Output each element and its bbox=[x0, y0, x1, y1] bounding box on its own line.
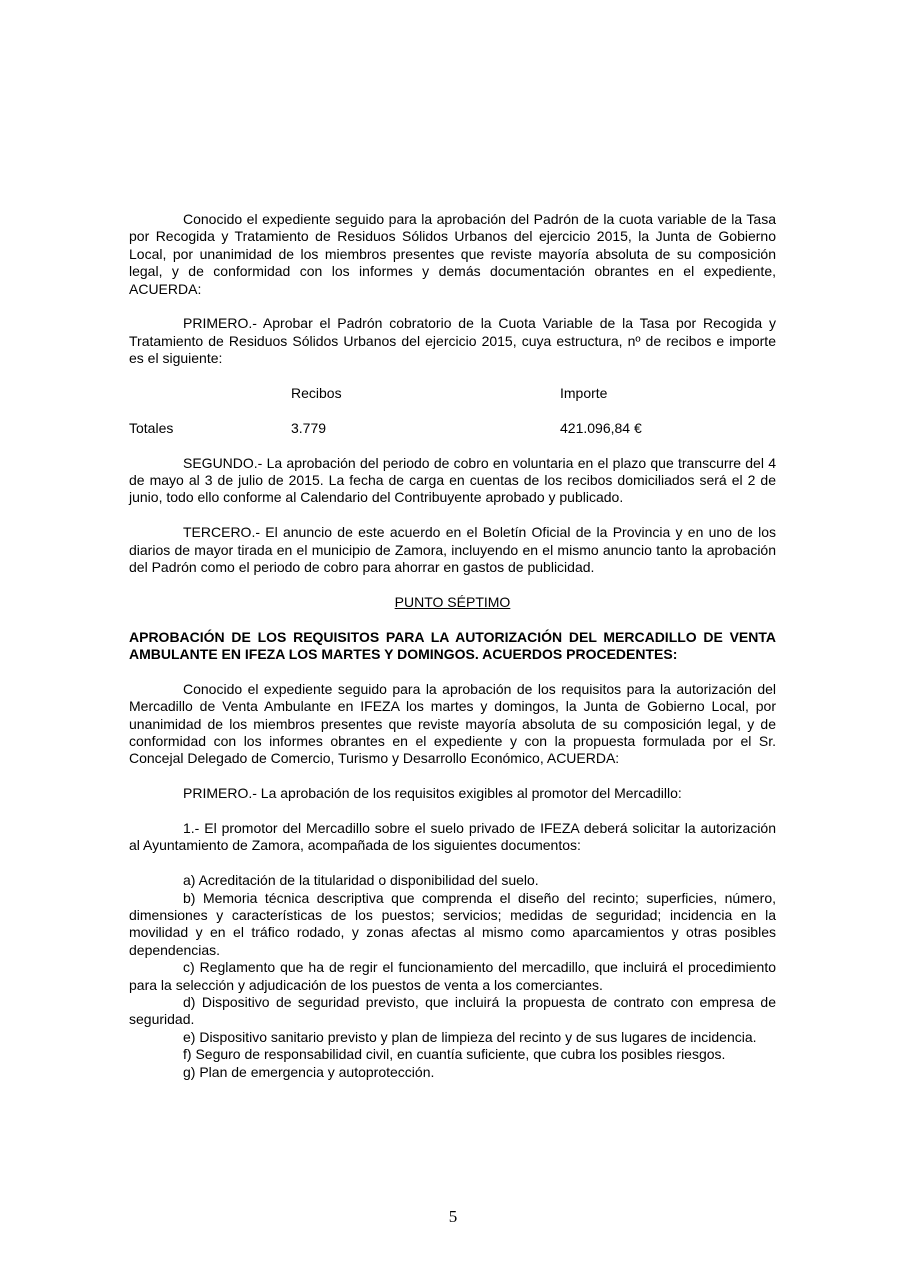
list-item: g) Plan de emergencia y autoprotección. bbox=[183, 1063, 435, 1080]
list-item: c) Reglamento que ha de regir el funcionamiento del mercadillo, que incluirá el procedimiento para la selección y adjudicación de los puestos de venta a los comerciantes. bbox=[129, 959, 776, 993]
section-intro-paragraph: Conocido el expediente seguido para la aprobación de los requisitos para la autorización del Mercadillo de Venta Ambulante en IFEZA los martes y domingos, la Junta de Gobierno Local, por unanimidad de los miembros presentes que reviste mayoría absoluta de su composición legal, y de conformidad con los informes obrantes en el expediente y con la propuesta formulada por el Sr. Concejal Delegado de Comercio, Turismo y Desarrollo Económico, ACUERDA: bbox=[129, 680, 776, 767]
table-header-recibos: Recibos bbox=[291, 385, 342, 402]
table-cell-label: Totales bbox=[129, 419, 174, 436]
page-number: 5 bbox=[448, 1207, 458, 1226]
table-row bbox=[129, 420, 776, 437]
list-item: e) Dispositivo sanitario previsto y plan de limpieza del recinto y de sus lugares de incidencia. bbox=[183, 1028, 757, 1045]
intro-paragraph: Conocido el expediente seguido para la aprobación del Padrón de la cuota variable de la Tasa por Recogida y Tratamiento de Residuos Sólidos Urbanos del ejercicio 2015, la Junta de Gobierno Local, por unanimidad de los miembros presentes que reviste mayoría absoluta de su composición legal, y de conformidad con los informes y demás documentación obrantes en el expediente, ACUERDA: bbox=[129, 211, 776, 297]
table-cell-recibos: 3.779 bbox=[291, 419, 327, 436]
table-header-importe: Importe bbox=[560, 385, 608, 402]
section-primero-paragraph: PRIMERO.- La aprobación de los requisitos exigibles al promotor del Mercadillo: bbox=[183, 785, 682, 802]
table-cell-importe: 421.096,84 € bbox=[560, 419, 642, 436]
primero-paragraph: PRIMERO.- Aprobar el Padrón cobratorio de la Cuota Variable de la Tasa por Recogida y Tratamiento de Residuos Sólidos Urbanos del ejercicio 2015, cuya estructura, nº de recibos e importe es el siguiente: bbox=[129, 315, 776, 367]
list-item: f) Seguro de responsabilidad civil, en cuantía suficiente, que cubra los posibles riesgos. bbox=[183, 1046, 726, 1063]
table-header-row bbox=[129, 385, 776, 402]
list-item: b) Memoria técnica descriptiva que comprenda el diseño del recinto; superficies, número, dimensiones y características de los puestos; servicios; medidas de seguridad; incidencia en la movilidad y en el tráfico rodado, y zonas afectas al mismo como aparcamientos y otras posibles dependencias. bbox=[129, 889, 776, 958]
section-title: APROBACIÓN DE LOS REQUISITOS PARA LA AUTORIZACIÓN DEL MERCADILLO DE VENTA AMBULANTE EN IFEZA LOS MARTES Y DOMINGOS. ACUERDOS PROCEDENTES: bbox=[129, 628, 776, 663]
segundo-paragraph: SEGUNDO.- La aprobación del periodo de cobro en voluntaria en el plazo que transcurre del 4 de mayo al 3 de julio de 2015. La fecha de carga en cuentas de los recibos domiciliados será el 2 de junio, todo ello conforme al Calendario del Contribuyente aprobado y publicado. bbox=[129, 454, 776, 506]
section-heading: PUNTO SÉPTIMO bbox=[394, 593, 511, 610]
list-item: d) Dispositivo de seguridad previsto, que incluirá la propuesta de contrato con empresa de seguridad. bbox=[129, 994, 776, 1028]
tercero-paragraph: TERCERO.- El anuncio de este acuerdo en el Boletín Oficial de la Provincia y en uno de los diarios de mayor tirada en el municipio de Zamora, incluyendo en el mismo anuncio tanto la aprobación del Padrón como el periodo de cobro para ahorrar en gastos de publicidad. bbox=[129, 524, 776, 576]
document-body bbox=[129, 211, 776, 1081]
list-item: a) Acreditación de la titularidad o disponibilidad del suelo. bbox=[183, 872, 539, 889]
section-item-1: 1.- El promotor del Mercadillo sobre el suelo privado de IFEZA deberá solicitar la autorización al Ayuntamiento de Zamora, acompañada de los siguientes documentos: bbox=[129, 820, 776, 854]
